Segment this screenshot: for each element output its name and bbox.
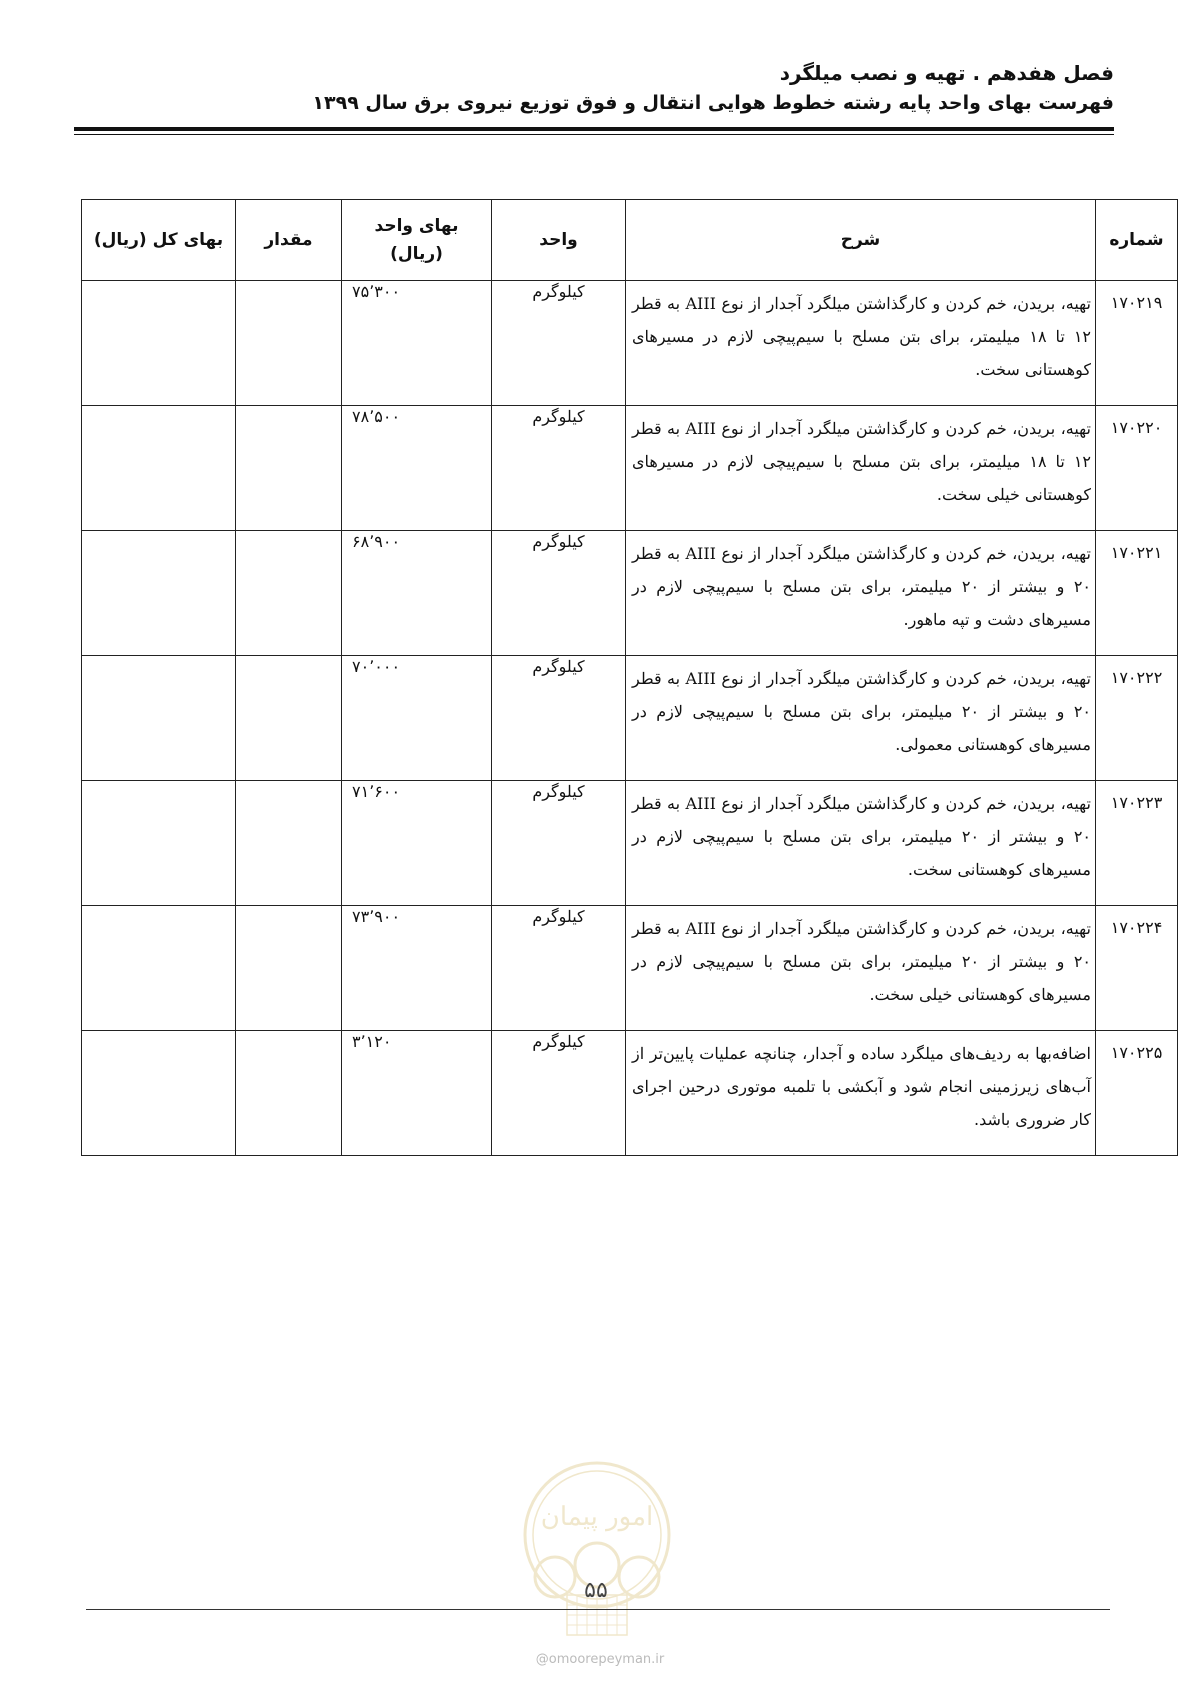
page-number: ۵۵ xyxy=(584,1578,608,1603)
row-description: تهیه، بریدن، خم کردن و کارگذاشتن میلگرد آجدار از نوع AIII به قطر ۲۰ و بیشتر از ۲۰ میلیمتر، برای بتن مسلح با سیم‌پیچی لازم در مسیرهای دشت و تپه ماهور. xyxy=(626,531,1096,656)
table-row xyxy=(82,281,1178,406)
header-unit-price xyxy=(342,200,492,281)
header-unit-price-label: بهای واحد xyxy=(374,216,459,236)
row-total-price xyxy=(82,781,236,906)
header-total-price: بهای کل (ریال) xyxy=(82,200,236,281)
row-unit: کیلوگرم xyxy=(492,781,626,906)
row-unit-price: ۳٬۱۲۰ xyxy=(342,1031,492,1156)
row-quantity xyxy=(236,406,342,531)
header-quantity: مقدار xyxy=(236,200,342,281)
table-row xyxy=(82,1031,1178,1156)
row-description: تهیه، بریدن، خم کردن و کارگذاشتن میلگرد آجدار از نوع AIII به قطر ۲۰ و بیشتر از ۲۰ میلیمتر، برای بتن مسلح با سیم‌پیچی لازم در مسیرهای کوهستانی سخت. xyxy=(626,781,1096,906)
table-row xyxy=(82,656,1178,781)
header-rule-thin xyxy=(74,134,1114,135)
row-description: اضافه‌بها به ردیف‌های میلگرد ساده و آجدار، چنانچه عملیات پایین‌تر از آب‌های زیرزمینی انجام شود و آبکشی با تلمبه موتوری درحین اجرای کار ضروری باشد. xyxy=(626,1031,1096,1156)
row-total-price xyxy=(82,531,236,656)
row-quantity xyxy=(236,281,342,406)
row-unit-price: ۷۳٬۹۰۰ xyxy=(342,906,492,1031)
page-header xyxy=(74,58,1114,118)
footer-rule xyxy=(86,1609,1110,1610)
watermark-text: امور پیمان xyxy=(540,1502,654,1532)
row-unit-price: ۷۸٬۵۰۰ xyxy=(342,406,492,531)
table-row xyxy=(82,406,1178,531)
row-unit-price: ۷۱٬۶۰۰ xyxy=(342,781,492,906)
row-unit: کیلوگرم xyxy=(492,531,626,656)
header-unit-price-currency: (ریال) xyxy=(390,244,443,264)
row-total-price xyxy=(82,406,236,531)
row-quantity xyxy=(236,906,342,1031)
row-number: ۱۷۰۲۲۴ xyxy=(1096,906,1178,1031)
table-row xyxy=(82,906,1178,1031)
row-unit: کیلوگرم xyxy=(492,406,626,531)
watermark-logo xyxy=(505,1455,690,1640)
header-number: شماره xyxy=(1096,200,1178,281)
row-unit: کیلوگرم xyxy=(492,906,626,1031)
table-row xyxy=(82,531,1178,656)
header-description: شرح xyxy=(626,200,1096,281)
row-unit-price: ۶۸٬۹۰۰ xyxy=(342,531,492,656)
row-number: ۱۷۰۲۲۳ xyxy=(1096,781,1178,906)
row-quantity xyxy=(236,781,342,906)
row-total-price xyxy=(82,1031,236,1156)
row-quantity xyxy=(236,656,342,781)
row-number: ۱۷۰۲۲۱ xyxy=(1096,531,1178,656)
row-total-price xyxy=(82,656,236,781)
chapter-title: فصل هفدهم . تهیه و نصب میلگرد xyxy=(779,61,1114,85)
row-number: ۱۷۰۲۲۰ xyxy=(1096,406,1178,531)
price-list-table xyxy=(81,199,1178,1156)
row-total-price xyxy=(82,281,236,406)
site-watermark: @omoorepeyman.ir xyxy=(535,1652,665,1667)
row-total-price xyxy=(82,906,236,1031)
row-description: تهیه، بریدن، خم کردن و کارگذاشتن میلگرد آجدار از نوع AIII به قطر ۱۲ تا ۱۸ میلیمتر، برای بتن مسلح با سیم‌پیچی لازم در مسیرهای کوهستانی سخت. xyxy=(626,281,1096,406)
document-subtitle: فهرست بهای واحد پایه رشته خطوط هوایی انتقال و فوق توزیع نیروی برق سال ۱۳۹۹ xyxy=(312,92,1114,114)
row-unit: کیلوگرم xyxy=(492,281,626,406)
row-number: ۱۷۰۲۲۵ xyxy=(1096,1031,1178,1156)
table-header-row xyxy=(82,200,1178,281)
row-quantity xyxy=(236,531,342,656)
row-unit-price: ۷۰٬۰۰۰ xyxy=(342,656,492,781)
row-number: ۱۷۰۲۱۹ xyxy=(1096,281,1178,406)
header-unit: واحد xyxy=(492,200,626,281)
table-row xyxy=(82,781,1178,906)
row-description: تهیه، بریدن، خم کردن و کارگذاشتن میلگرد آجدار از نوع AIII به قطر ۱۲ تا ۱۸ میلیمتر، برای بتن مسلح با سیم‌پیچی لازم در مسیرهای کوهستانی خیلی سخت. xyxy=(626,406,1096,531)
row-unit: کیلوگرم xyxy=(492,656,626,781)
row-quantity xyxy=(236,1031,342,1156)
row-unit-price: ۷۵٬۳۰۰ xyxy=(342,281,492,406)
row-description: تهیه، بریدن، خم کردن و کارگذاشتن میلگرد آجدار از نوع AIII به قطر ۲۰ و بیشتر از ۲۰ میلیمتر، برای بتن مسلح با سیم‌پیچی لازم در مسیرهای کوهستانی خیلی سخت. xyxy=(626,906,1096,1031)
row-number: ۱۷۰۲۲۲ xyxy=(1096,656,1178,781)
row-unit: کیلوگرم xyxy=(492,1031,626,1156)
header-rule-thick xyxy=(74,127,1114,131)
row-description: تهیه، بریدن، خم کردن و کارگذاشتن میلگرد آجدار از نوع AIII به قطر ۲۰ و بیشتر از ۲۰ میلیمتر، برای بتن مسلح با سیم‌پیچی لازم در مسیرهای کوهستانی معمولی. xyxy=(626,656,1096,781)
